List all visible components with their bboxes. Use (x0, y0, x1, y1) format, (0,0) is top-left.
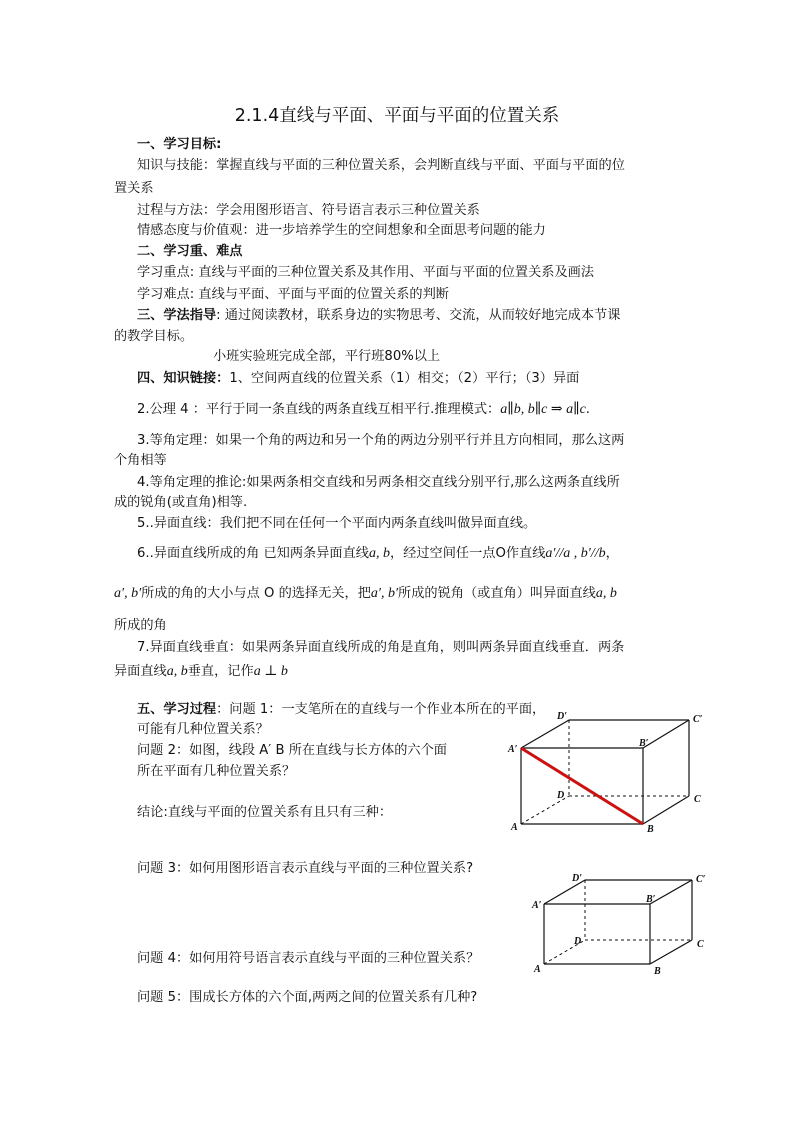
axiom-4: 2.公理 4 ：平行于同一条直线的两条直线互相平行.推理模式：a∥b, b∥c ⇒ a∥c. (137, 402, 590, 417)
method-guide (137, 307, 620, 325)
label-c: C (697, 939, 704, 950)
equal-angle-theorem-cont: 个角相等 (114, 453, 167, 468)
label-c1: C′ (696, 874, 706, 885)
label-d1: D′ (557, 711, 568, 722)
label-c1: C′ (693, 714, 703, 725)
equal-angle-theorem: 3.等角定理：如果一个角的两边和另一个角的两边分别平行并且方向相同，那么这两 (137, 433, 625, 448)
label-a1: A′ (532, 900, 542, 911)
question-2-cont: 所在平面有几种位置关系？ (137, 764, 296, 779)
conclusion: 结论:直线与平面的位置关系有且只有三种： (137, 805, 393, 820)
label-b1: B′ (639, 738, 649, 749)
section-heading-objectives: 一、学习目标: (137, 137, 222, 152)
skew-lines-definition: 5..异面直线：我们把不同在任何一个平面内两条直线叫做异面直线。 (137, 516, 537, 531)
section-heading-knowledge: 四、知识链接： (137, 371, 230, 386)
method-text-cont: 的教学目标。 (114, 329, 194, 344)
page-title: 2.1.4直线与平面、平面与平面的位置关系 (234, 106, 560, 126)
class-note: 小班实验班完成全部，平行班80%以上 (213, 349, 441, 364)
question-1: 五、学习过程：问题 1：一支笔所在的直线与一个作业本所在的平面， (137, 702, 546, 717)
label-b: B (647, 824, 654, 835)
axiom-4-formula: a∥b, b∥c ⇒ a∥c (500, 402, 586, 417)
label-a: A (534, 964, 541, 975)
label-d1: D′ (572, 873, 583, 884)
skew-perpendicular: 7.异面直线垂直：如果两条异面直线所成的角是直角，则叫两条异面直线垂直．两条 (137, 640, 625, 655)
knowledge-link-item-1: 四、知识链接：1、空间两直线的位置关系（1）相交；（2）平行；（3）异面 (137, 371, 580, 386)
section-heading-key-points: 二、学习重、难点 (137, 244, 243, 259)
method-text: : 通过阅读教材，联系身边的实物思考、交流，从而较好地完成本节课 (216, 308, 621, 323)
question-1-cont: 可能有几种位置关系？ (137, 722, 269, 737)
question-2: 问题 2：如图，线段 A′ B 所在直线与长方体的六个面 (137, 743, 447, 758)
section-heading-method: 三、学法指导 (137, 308, 217, 323)
objective-attitude: 情感态度与价值观：进一步培养学生的空间想象和全面思考问题的能力 (137, 223, 546, 238)
objective-process: 过程与方法：学会用图形语言、符号语言表示三种位置关系 (137, 203, 480, 218)
skew-angle-line2: a′, b′所成的角的大小与点 O 的选择无关，把a′, b′所成的锐角（或直角）叫异面直线a, b (114, 586, 617, 601)
objective-knowledge: 知识与技能：掌握直线与平面的三种位置关系，会判断直线与平面、平面与平面的位 (137, 158, 625, 173)
label-a: A (511, 822, 518, 833)
label-b: B (654, 966, 661, 977)
objective-knowledge-cont: 置关系 (114, 181, 154, 196)
question-4: 问题 4：如何用符号语言表示直线与平面的三种位置关系？ (137, 951, 480, 966)
label-c: C (694, 794, 701, 805)
label-d: D (557, 790, 565, 801)
question-3: 问题 3：如何用图形语言表示直线与平面的三种位置关系? (137, 861, 474, 876)
skew-angle-line3: 所成的角 (114, 618, 167, 633)
label-d: D (574, 936, 582, 947)
cuboid-figure-1 (505, 708, 705, 848)
key-point: 学习重点: 直线与平面的三种位置关系及其作用、平面与平面的位置关系及画法 (137, 265, 595, 280)
cuboid-figure-2 (530, 868, 710, 978)
section-heading-process: 五、学习过程 (137, 702, 217, 717)
equal-angle-corollary: 4.等角定理的推论:如果两条相交直线和另两条相交直线分别平行,那么这两条直线所 (137, 475, 620, 490)
skew-perpendicular-cont: 异面直线a, b垂直，记作a ⊥ b (114, 664, 288, 679)
skew-angle-line1: 6..异面直线所成的角 已知两条异面直线a, b，经过空间任一点O作直线a′//a , b′//b， (137, 546, 619, 561)
equal-angle-corollary-cont: 成的锐角(或直角)相等. (114, 495, 248, 510)
label-b1: B′ (646, 894, 656, 905)
segment-a1-b (521, 748, 643, 824)
label-a1: A′ (508, 744, 518, 755)
question-5: 问题 5：围成长方体的六个面,两两之间的位置关系有几种? (137, 990, 478, 1005)
difficult-point: 学习难点: 直线与平面、平面与平面的位置关系的判断 (137, 287, 449, 302)
